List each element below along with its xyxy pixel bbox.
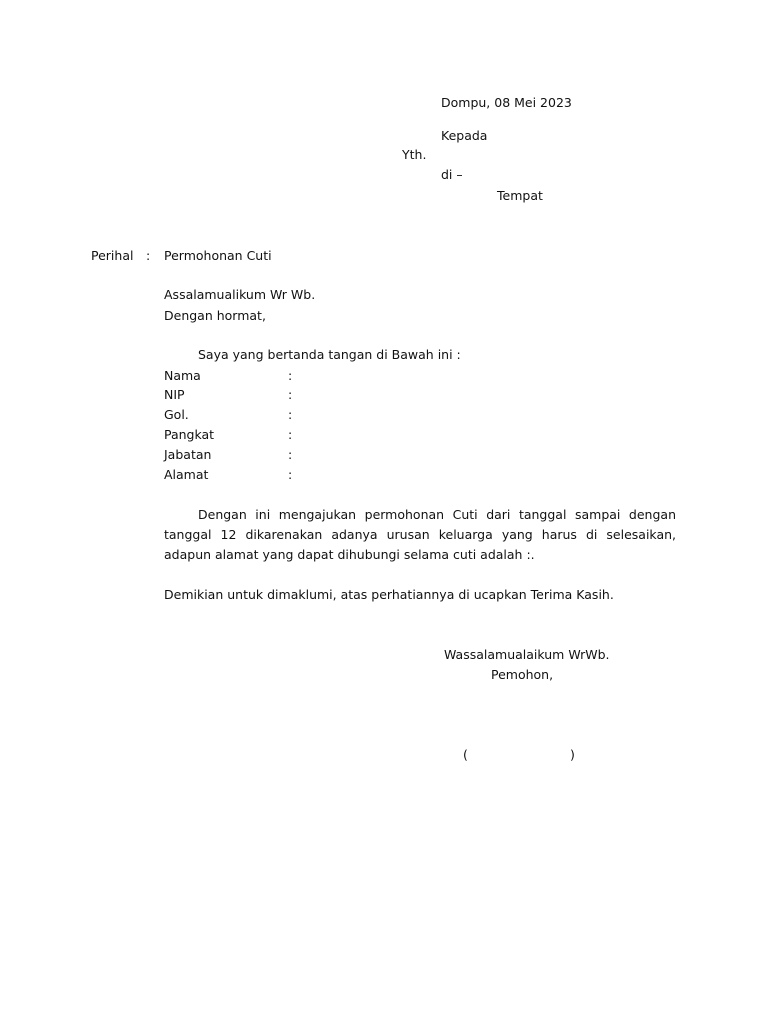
signature-close-paren: ) (570, 747, 575, 762)
greeting-hormat: Dengan hormat, (164, 308, 266, 323)
recipient-tempat: Tempat (497, 188, 543, 203)
field-colon: : (288, 407, 293, 422)
field-label: Nama (164, 368, 201, 383)
field-row-alamat (164, 467, 464, 483)
field-label: Alamat (164, 467, 209, 482)
signature-salam: Wassalamualaikum WrWb. (444, 647, 610, 662)
perihal-label: Perihal (91, 248, 134, 263)
field-label: Jabatan (164, 447, 212, 462)
perihal-value: Permohonan Cuti (164, 248, 272, 263)
field-colon: : (288, 447, 293, 462)
field-row-nama (164, 368, 464, 384)
greeting-salam: Assalamualikum Wr Wb. (164, 287, 316, 302)
field-label: Gol. (164, 407, 189, 422)
field-row-jabatan (164, 447, 464, 463)
recipient-kepada: Kepada (441, 128, 488, 143)
signature-open-paren: ( (463, 747, 468, 762)
field-row-gol (164, 407, 464, 423)
recipient-di: di – (441, 167, 463, 182)
field-label: NIP (164, 387, 185, 402)
field-colon: : (288, 368, 293, 383)
field-colon: : (288, 467, 293, 482)
field-label: Pangkat (164, 427, 215, 442)
recipient-yth: Yth. (402, 147, 427, 162)
field-colon: : (288, 427, 293, 442)
body-paragraph: Dengan ini mengajukan permohonan Cuti dari tanggal sampai dengan tanggal 12 dikarenakan adanya urusan keluarga yang harus di selesaikan, adapun alamat yang dapat dihubungi selama cuti adalah :. (164, 507, 676, 562)
signature-role: Pemohon, (491, 667, 554, 682)
place-date: Dompu, 08 Mei 2023 (441, 95, 572, 110)
perihal-colon: : (146, 248, 151, 263)
field-row-nip (164, 387, 464, 403)
intro-line: Saya yang bertanda tangan di Bawah ini : (198, 347, 461, 362)
closing-line: Demikian untuk dimaklumi, atas perhatiannya di ucapkan Terima Kasih. (164, 587, 614, 602)
field-row-pangkat (164, 427, 464, 443)
field-colon: : (288, 387, 293, 402)
